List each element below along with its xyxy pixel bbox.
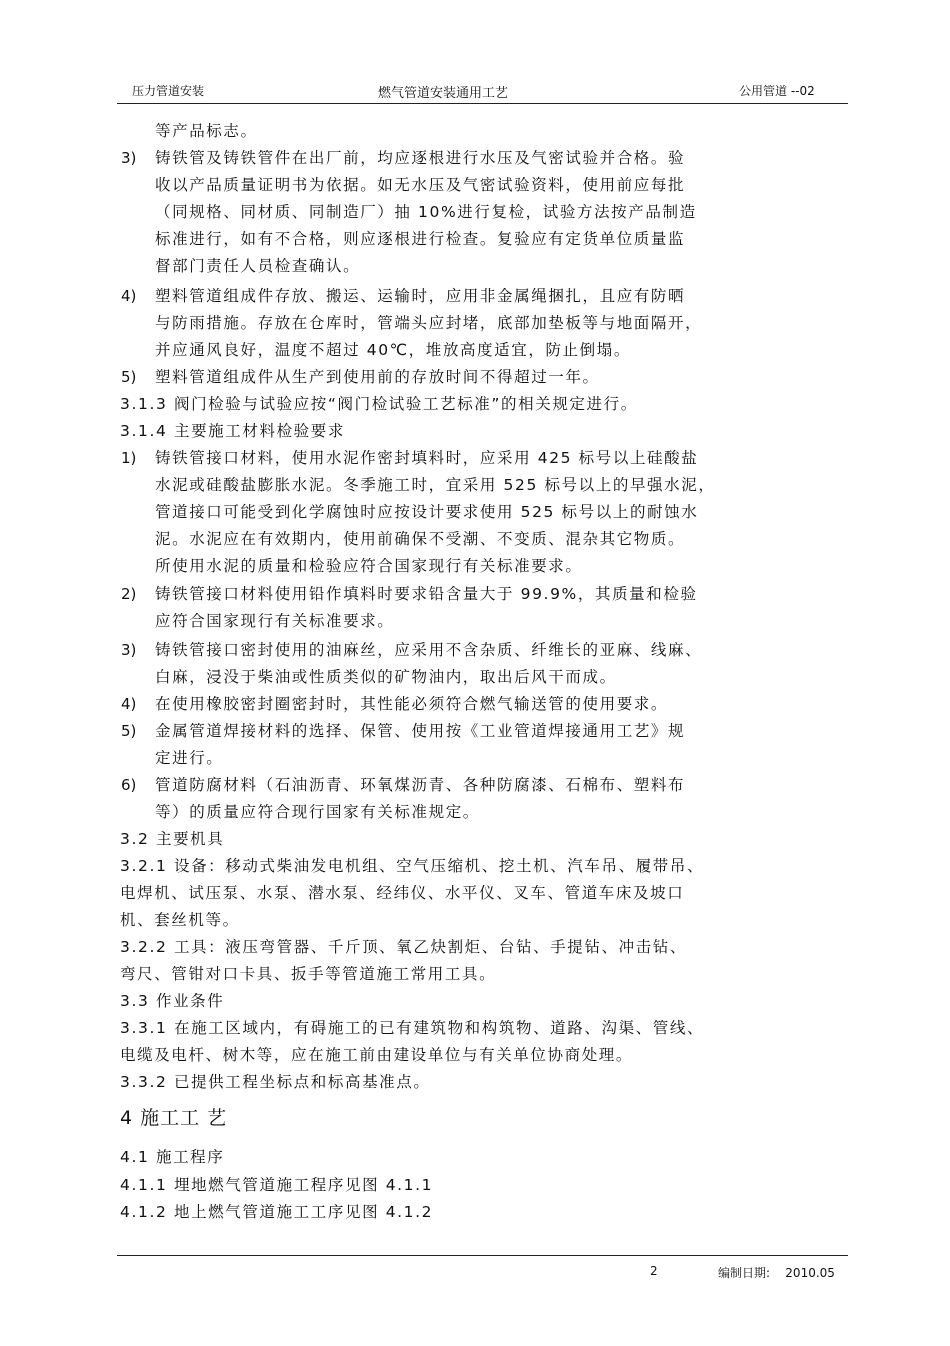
- body-line: 收以产品质量证明书为依据。如无水压及气密试验资料，使用前应每批: [155, 176, 686, 194]
- body-line: 水泥或硅酸盐膨胀水泥。冬季施工时，宜采用 525 标号以上的早强水泥，: [155, 476, 716, 494]
- item-number: 6): [121, 776, 137, 794]
- item-number: 5): [121, 368, 137, 386]
- body-line: 塑料管道组成件存放、搬运、运输时，应用非金属绳捆扎，且应有防晒: [155, 287, 686, 305]
- body-line: 等产品标志。: [155, 122, 258, 140]
- body-line: 铸铁管接口材料，使用水泥作密封填料时，应采用 425 标号以上硅酸盐: [155, 449, 699, 467]
- section-heading: 3.2 主要机具: [120, 830, 225, 848]
- body-line: 白麻，浸没于柴油或性质类似的矿物油内，取出后风干而成。: [155, 668, 617, 686]
- page-number: 2: [650, 1264, 658, 1278]
- section-heading: 4.1 施工程序: [120, 1148, 225, 1166]
- body-line: 3.3.2 已提供工程坐标点和标高基准点。: [120, 1073, 431, 1091]
- body-line: 管道接口可能受到化学腐蚀时应按设计要求使用 525 标号以上的耐蚀水: [155, 503, 699, 521]
- compile-date: 编制日期: 2010.05: [718, 1266, 835, 1280]
- body-line: 与防雨措施。存放在仓库时，管端头应封堵，底部加垫板等与地面隔开，: [155, 314, 703, 332]
- item-number: 2): [121, 585, 137, 603]
- body-line: 标准进行，如有不合格，则应逐根进行检查。复验应有定货单位质量监: [155, 230, 686, 248]
- body-line: 铸铁管接口密封使用的油麻丝，应采用不含杂质、纤维长的亚麻、线麻、: [155, 641, 703, 659]
- body-line: 金属管道焊接材料的选择、保管、使用按《工业管道焊接通用工艺》规: [155, 722, 686, 740]
- item-number: 5): [121, 722, 137, 740]
- body-line: 3.2.2 工具：液压弯管器、千斤顶、氧乙炔割炬、台钻、手提钻、冲击钻、: [120, 938, 687, 956]
- body-line: 等）的质量应符合现行国家有关标准规定。: [155, 803, 480, 821]
- body-line: 管道防腐材料（石油沥青、环氧煤沥青、各种防腐漆、石棉布、塑料布: [155, 776, 686, 794]
- header-rule: [117, 103, 848, 104]
- body-line: 定进行。: [155, 749, 224, 767]
- item-number: 3): [121, 641, 137, 659]
- body-line: （同规格、同材质、同制造厂）抽 10%进行复检，试验方法按产品制造: [155, 203, 697, 221]
- body-line: 电缆及电杆、树木等，应在施工前由建设单位与有关单位协商处理。: [120, 1046, 634, 1064]
- item-number: 3): [121, 149, 137, 167]
- body-line: 3.3.1 在施工区域内，有碍施工的已有建筑物和构筑物、道路、沟渠、管线、: [120, 1019, 705, 1037]
- body-line: 应符合国家现行有关标准要求。: [155, 612, 395, 630]
- body-line: 塑料管道组成件从生产到使用前的存放时间不得超过一年。: [155, 368, 600, 386]
- body-line: 泥。水泥应在有效期内，使用前确保不受潮、不变质、混杂其它物质。: [155, 530, 686, 548]
- body-line: 3.2.1 设备：移动式柴油发电机组、空气压缩机、挖土机、汽车吊、履带吊、: [120, 857, 705, 875]
- body-line: 电焊机、试压泵、水泵、潜水泵、经纬仪、水平仪、叉车、管道车床及坡口: [120, 884, 685, 902]
- header-title: 燃气管道安装通用工艺: [378, 86, 509, 101]
- body-line: 4.1.1 埋地燃气管道施工程序见图 4.1.1: [120, 1176, 434, 1194]
- chapter-heading: 4 施工工 艺: [120, 1107, 228, 1129]
- section-heading: 3.1.4 主要施工材料检验要求: [120, 422, 345, 440]
- body-line: 在使用橡胶密封圈密封时，其性能必须符合燃气输送管的使用要求。: [155, 695, 669, 713]
- section-heading: 3.1.3 阀门检验与试验应按“阀门检试验工艺标准”的相关规定进行。: [120, 395, 638, 413]
- body-line: 铸铁管接口材料使用铅作填料时要求铅含量大于 99.9%，其质量和检验: [155, 585, 698, 603]
- body-line: 弯尺、管钳对口卡具、扳手等管道施工常用工具。: [120, 965, 497, 983]
- item-number: 4): [121, 287, 137, 305]
- item-number: 1): [121, 449, 137, 467]
- body-line: 所使用水泥的质量和检验应符合国家现行有关标准要求。: [155, 557, 583, 575]
- body-line: 并应通风良好，温度不超过 40℃，堆放高度适宜，防止倒塌。: [155, 341, 631, 359]
- body-line: 督部门责任人员检查确认。: [155, 257, 361, 275]
- header-left: 压力管道安装: [132, 84, 205, 98]
- body-line: 机、套丝机等。: [120, 911, 240, 929]
- item-number: 4): [121, 695, 137, 713]
- body-line: 4.1.2 地上燃气管道施工工序见图 4.1.2: [120, 1203, 434, 1221]
- footer-rule: [117, 1255, 848, 1256]
- section-heading: 3.3 作业条件: [120, 992, 225, 1010]
- body-line: 铸铁管及铸铁管件在出厂前，均应逐根进行水压及气密试验并合格。验: [155, 149, 686, 167]
- header-right: 公用管道 --02: [739, 84, 815, 98]
